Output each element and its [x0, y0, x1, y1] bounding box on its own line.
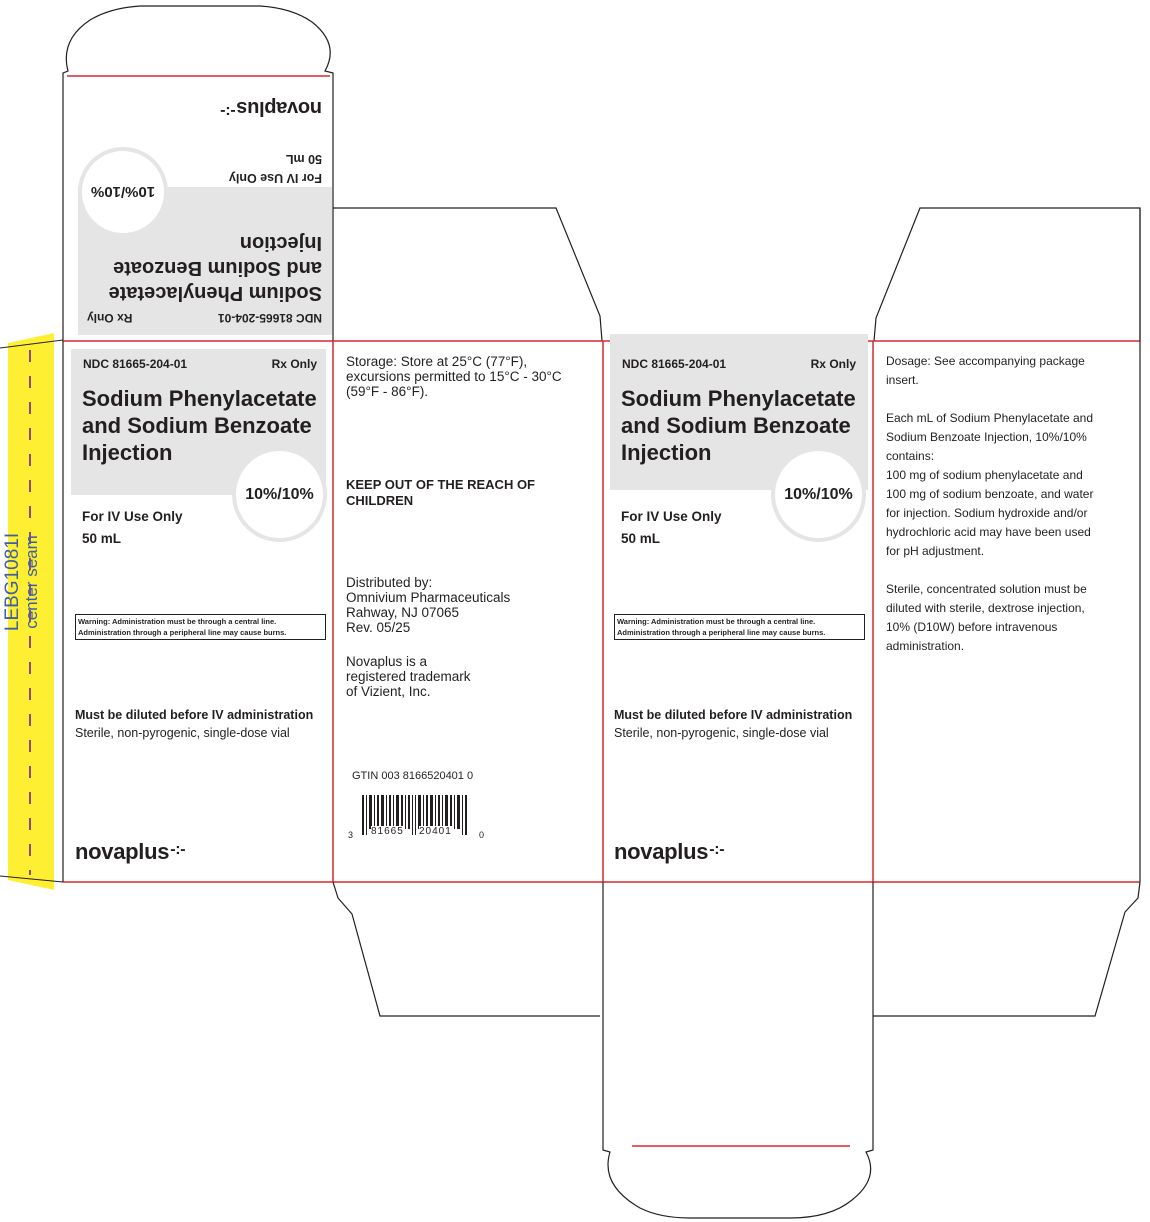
top-dust-flap-1 [333, 208, 602, 341]
seam-label: center seam [22, 535, 41, 629]
novaplus-logo: novaplus-:- [75, 839, 186, 864]
product-title: Sodium Phenylacetate and Sodium Benzoate Injection [82, 386, 317, 465]
trademark-notice: Novaplus is a registered trademark of Vizient, Inc. [346, 654, 471, 699]
strength-circle-2: 10%/10% [771, 447, 866, 542]
novaplus-logo-2: novaplus-:- [614, 839, 725, 864]
storage-text: Storage: Store at 25°C (77°F), excursions permitted to 15°C - 30°C (59°F - 86°F). [346, 354, 562, 399]
top-flap-strength: 10%/10% [78, 147, 168, 237]
novaplus-star-icon: -:- [220, 103, 236, 120]
strength-circle: 10%/10% [232, 447, 327, 542]
iv-use: For IV Use Only 50 mL [82, 509, 183, 546]
side-panel-info [334, 342, 602, 881]
rx-only-2: Rx Only [810, 357, 856, 371]
top-flap-ndc: NDC 81665-204-01 [217, 311, 322, 325]
ndc-number: NDC 81665-204-01 [83, 357, 188, 371]
warning-box-2: Warning: Administration must be through a central line. Administration through a peripheral line may cause burns. [614, 614, 865, 640]
top-flap-ivuse: For IV Use Only 50 mL [228, 152, 322, 185]
bottom-tuck-flap-outline [603, 882, 873, 1218]
dilute-block-2: Must be diluted before IV administration Sterile, non-pyrogenic, single-dose vial [614, 708, 853, 740]
dosage-panel: Dosage: See accompanying package insert. Each mL of Sodium Phenylacetate and Sodium Benzoate Injection, 10%/10% contains: 100 mg of sodium phenylacetate and 100 mg of sodium benzoate, and water for injection. Sodium hydroxide and/or hydrochloric acid may have been used for pH adjustment. Sterile, concentrated solution must be diluted with sterile, dextrose injection, 10% (D10W) before intravenous administration. [886, 354, 1094, 653]
rx-only: Rx Only [271, 357, 317, 371]
distributor-info: Distributed by: Omnivium Pharmaceuticals Rahway, NJ 07065 Rev. 05/25 [346, 575, 511, 635]
barcode-digit-right: 0 [479, 830, 485, 840]
top-dust-flap-2 [874, 208, 1140, 341]
barcode-digit-left: 3 [348, 830, 354, 840]
gtin-number: GTIN 003 8166520401 0 [352, 770, 474, 782]
barcode-digits-1: 81665 [371, 826, 404, 837]
front-panel-1 [64, 342, 332, 881]
front-panel-2 [604, 342, 872, 881]
top-flap-panel [64, 80, 332, 335]
ndc-number-2: NDC 81665-204-01 [622, 357, 727, 371]
novaplus-star-icon: -:- [170, 841, 186, 858]
top-flap-title: Sodium Phenylacetate and Sodium Benzoate Injection [108, 232, 322, 304]
seam-label-group [3, 447, 47, 717]
top-flap-logo: novaplus-:- [220, 97, 322, 120]
product-title-2: Sodium Phenylacetate and Sodium Benzoate Injection [621, 386, 856, 465]
keep-out-warning: KEEP OUT OF THE REACH OF CHILDREN [346, 477, 535, 508]
top-flap-rx: Rx Only [87, 311, 133, 325]
bottom-dust-flap-1 [333, 882, 600, 1016]
warning-box: Warning: Administration must be through a central line. Administration through a peripheral line may cause burns. [75, 614, 326, 640]
iv-use-2: For IV Use Only 50 mL [621, 509, 722, 546]
bottom-dust-flap-2 [873, 882, 1140, 1016]
barcode-digits-2: 20401 [419, 826, 452, 837]
novaplus-star-icon: -:- [709, 841, 725, 858]
seam-code: LEBG1081I [2, 532, 23, 632]
dilute-block: Must be diluted before IV administration Sterile, non-pyrogenic, single-dose vial [75, 708, 314, 740]
